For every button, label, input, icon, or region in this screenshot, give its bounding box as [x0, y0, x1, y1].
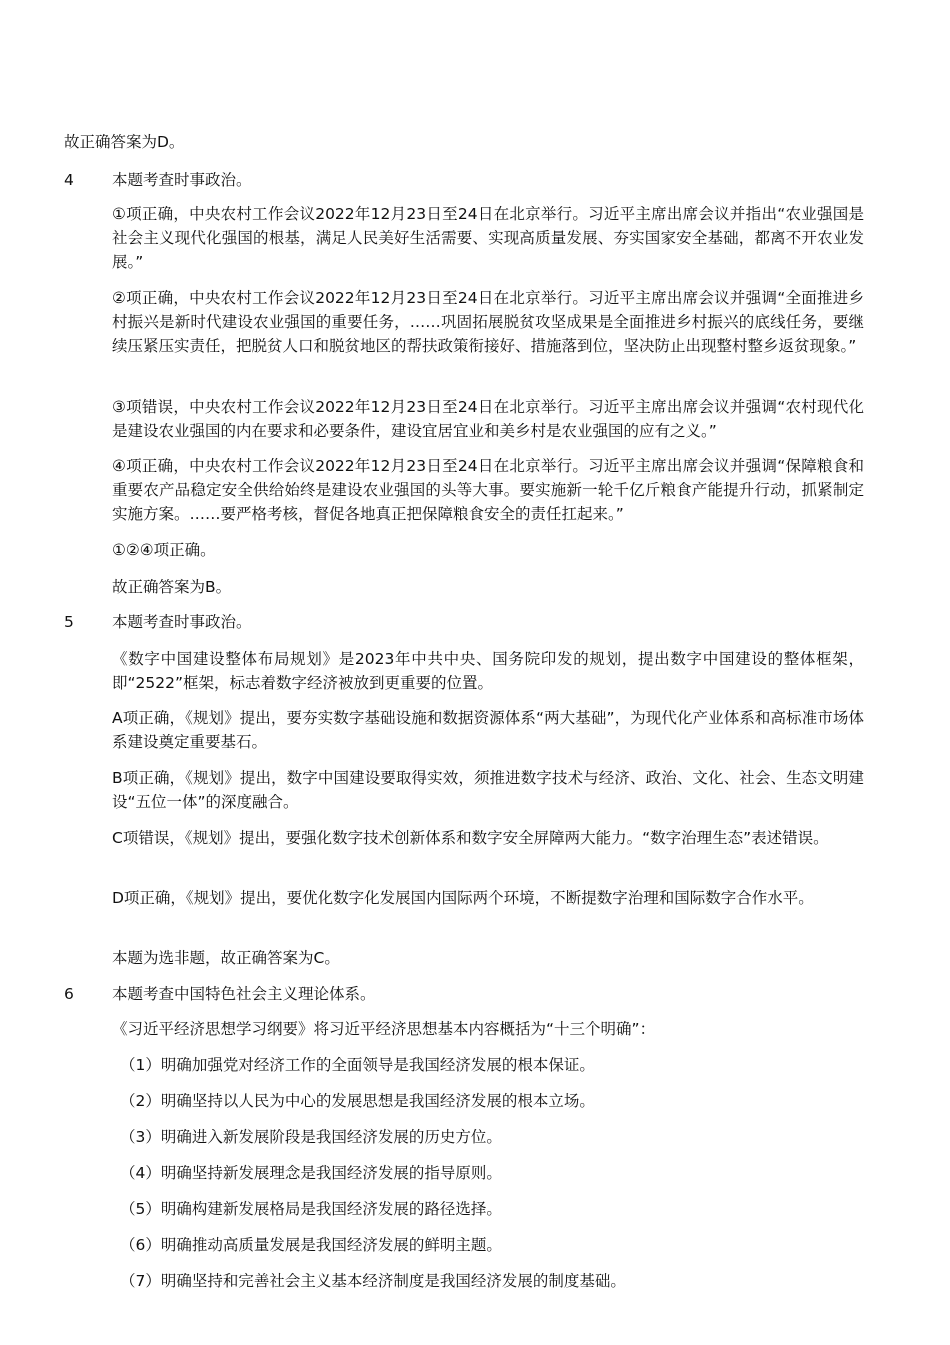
q5-answer: 本题为选非题，故正确答案为C。: [112, 949, 340, 967]
q6-item-5: （5）明确构建新发展格局是我国经济发展的路径选择。: [120, 1200, 502, 1218]
q4-para-1: ①项正确，中央农村工作会议2022年12月23日至24日在北京举行。习近平主席出席会议并指出“农业强国是社会主义现代化强国的根基，满足人民美好生活需要、实现高质量发展、夯实国家安全基础，都离不开农业发展。”: [112, 205, 864, 271]
q5-number: 5: [64, 613, 74, 631]
q6-item-4: （4）明确坚持新发展理念是我国经济发展的指导原则。: [120, 1164, 502, 1182]
q4-para-2: ②项正确，中央农村工作会议2022年12月23日至24日在北京举行。习近平主席出席会议并强调“全面推进乡村振兴是新时代建设农业强国的重要任务，……巩固拓展脱贫攻坚成果是全面推进乡村振兴的底线任务，要继续压紧压实责任，把脱贫人口和脱贫地区的帮扶政策衔接好、措施落到位，坚决防止出现整村整乡返贫现象。”: [112, 289, 864, 355]
q4-answer: 故正确答案为B。: [112, 578, 232, 596]
q4-para-4: ④项正确，中央农村工作会议2022年12月23日至24日在北京举行。习近平主席出席会议并强调“保障粮食和重要农产品稳定安全供给始终是建设农业强国的头等大事。要实施新一轮千亿斤粮食产能提升行动，抓紧制定实施方案。……要严格考核，督促各地真正把保障粮食安全的责任扛起来。”: [112, 457, 864, 523]
q6-item-3: （3）明确进入新发展阶段是我国经济发展的历史方位。: [120, 1128, 502, 1146]
q6-lead: 《习近平经济思想学习纲要》将习近平经济思想基本内容概括为“十三个明确”：: [112, 1020, 656, 1038]
q4-number: 4: [64, 171, 74, 189]
q5-para-5: D项正确，《规划》提出，要优化数字化发展国内国际两个环境，不断提数字治理和国际数字合作水平。: [112, 889, 814, 907]
q6-item-1: （1）明确加强党对经济工作的全面领导是我国经济发展的根本保证。: [120, 1056, 595, 1074]
q4-para-3: ③项错误，中央农村工作会议2022年12月23日至24日在北京举行。习近平主席出席会议并强调“农村现代化是建设农业强国的内在要求和必要条件，建设宜居宜业和美乡村是农业强国的应有之义。”: [112, 398, 864, 440]
q5-para-2: A项正确，《规划》提出，要夯实数字基础设施和数据资源体系“两大基础”，为现代化产业体系和高标准市场体系建设奠定重要基石。: [112, 709, 864, 751]
q5-para-4: C项错误，《规划》提出，要强化数字技术创新体系和数字安全屏障两大能力。“数字治理生态”表述错误。: [112, 829, 829, 847]
q5-title: 本题考查时事政治。: [112, 613, 252, 631]
q5-para-3: B项正确，《规划》提出，数字中国建设要取得实效，须推进数字技术与经济、政治、文化、社会、生态文明建设“五位一体”的深度融合。: [112, 769, 864, 811]
intro-answer: 故正确答案为D。: [64, 133, 185, 151]
q6-item-6: （6）明确推动高质量发展是我国经济发展的鲜明主题。: [120, 1236, 502, 1254]
q4-para-5: ①②④项正确。: [112, 541, 216, 559]
q6-item-7: （7）明确坚持和完善社会主义基本经济制度是我国经济发展的制度基础。: [120, 1272, 626, 1290]
q4-title: 本题考查时事政治。: [112, 171, 252, 189]
q6-item-2: （2）明确坚持以人民为中心的发展思想是我国经济发展的根本立场。: [120, 1092, 595, 1110]
q6-title: 本题考查中国特色社会主义理论体系。: [112, 985, 376, 1003]
q5-para-1: 《数字中国建设整体布局规划》是2023年中共中央、国务院印发的规划，提出数字中国建设的整体框架，即“2522”框架，标志着数字经济被放到更重要的位置。: [112, 650, 864, 692]
q6-number: 6: [64, 985, 74, 1003]
